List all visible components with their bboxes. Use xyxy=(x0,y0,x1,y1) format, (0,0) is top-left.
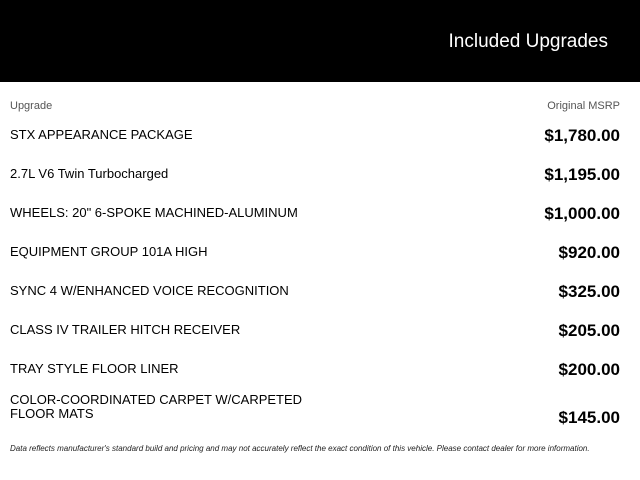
upgrade-price: $205.00 xyxy=(558,321,620,340)
upgrade-price: $325.00 xyxy=(558,282,620,301)
column-header-upgrade: Upgrade xyxy=(10,100,53,112)
upgrade-list xyxy=(10,124,620,436)
disclaimer-text: Data reflects manufacturer's standard build and pricing and may not accurately reflect the exact condition of this vehicle. Please contact dealer for more information. xyxy=(10,444,590,453)
column-headers xyxy=(10,100,620,112)
upgrade-name: WHEELS: 20" 6-SPOKE MACHINED-ALUMINUM xyxy=(10,205,298,220)
upgrade-name: TRAY STYLE FLOOR LINER xyxy=(10,361,179,376)
upgrade-price: $1,000.00 xyxy=(544,204,620,223)
upgrade-price: $200.00 xyxy=(558,360,620,379)
list-item xyxy=(10,280,620,319)
upgrade-price: $920.00 xyxy=(558,243,620,262)
upgrade-price: $145.00 xyxy=(558,408,620,427)
page-title: Included Upgrades xyxy=(448,31,608,52)
upgrade-price: $1,195.00 xyxy=(544,165,620,184)
list-item xyxy=(10,163,620,202)
list-item xyxy=(10,392,620,436)
upgrade-price: $1,780.00 xyxy=(544,126,620,145)
column-header-msrp: Original MSRP xyxy=(547,100,620,112)
list-item xyxy=(10,241,620,280)
upgrade-name: COLOR-COORDINATED CARPET W/CARPETED FLOOR MATS xyxy=(10,392,303,421)
upgrade-name: CLASS IV TRAILER HITCH RECEIVER xyxy=(10,322,241,337)
list-item xyxy=(10,319,620,358)
upgrade-name: EQUIPMENT GROUP 101A HIGH xyxy=(10,244,208,259)
list-item xyxy=(10,202,620,241)
list-item xyxy=(10,124,620,163)
upgrade-name: STX APPEARANCE PACKAGE xyxy=(10,127,193,142)
header-bar xyxy=(0,0,640,82)
upgrade-name: 2.7L V6 Twin Turbocharged xyxy=(10,166,169,181)
upgrade-name: SYNC 4 W/ENHANCED VOICE RECOGNITION xyxy=(10,283,289,298)
